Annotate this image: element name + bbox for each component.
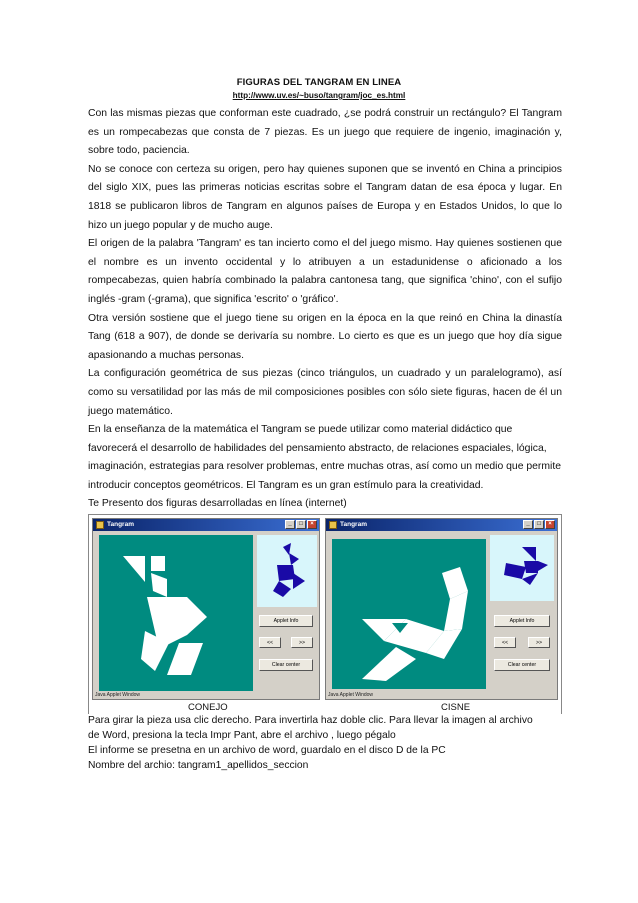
document-title: FIGURAS DEL TANGRAM EN LINEA [236, 77, 402, 88]
preview-piece [283, 543, 291, 555]
instruction-line: Nombre del archio: tangram1_apellidos_seccion [88, 760, 309, 771]
next-button[interactable]: >> [528, 637, 550, 648]
prev-button[interactable]: << [494, 637, 516, 648]
clear-center-button[interactable]: Clear center [259, 659, 313, 671]
applet-info-button[interactable]: Applet Info [259, 615, 313, 627]
minimize-button[interactable]: _ [285, 520, 295, 529]
close-button[interactable]: × [307, 520, 317, 529]
preview-piece [538, 561, 548, 571]
instructions [88, 713, 588, 773]
preview-piece [273, 581, 291, 597]
next-button[interactable]: >> [291, 637, 313, 648]
paragraph: Con las mismas piezas que conforman este cuadrado, ¿se podrá construir un rectángulo? El Tangram es un rompecabezas que consta de 7 piezas. Es un juego que requiere de ingenio, imaginación y, sobre todo, paciencia. [88, 108, 562, 157]
preview-piece [522, 573, 538, 585]
window-title: Tangram [340, 521, 367, 528]
paragraph: La configuración geométrica de sus piezas (cinco triángulos, un cuadrado y un paralelogramo), así como su versatilidad por las más de mil composiciones posibles con sólo siete figuras, hacen de él un juego matemático. [88, 368, 562, 417]
figure-frame-left [88, 514, 89, 714]
paragraph: Te Presento dos figuras desarrolladas en línea (internet) [88, 498, 347, 510]
prev-button[interactable]: << [259, 637, 281, 648]
tangram-piece[interactable] [167, 643, 203, 675]
tangram-piece[interactable] [362, 647, 416, 681]
tangram-piece[interactable] [151, 556, 165, 571]
tangram-piece[interactable] [444, 591, 468, 631]
tangram-piece[interactable] [123, 556, 145, 582]
maximize-button[interactable]: □ [534, 520, 544, 529]
paragraph: Otra versión sostiene que el juego tiene su origen en la época en la que reinó en China la dinastía Tang (618 a 907), de donde se derivaría su nombre. Lo cierto es que es un juego que hoy día sigue apasionando a muchas personas. [88, 312, 562, 361]
instruction-line: Para girar la pieza usa clic derecho. Para invertirla haz doble clic. Para llevar la imagen al archivo [88, 715, 533, 726]
swan-figure [326, 519, 558, 700]
minimize-button[interactable]: _ [523, 520, 533, 529]
preview-piece [524, 561, 538, 573]
preview-piece [289, 553, 299, 565]
paragraph: En la enseñanza de la matemática el Tangram se puede utilizar como material didáctico que favorecerá el desarrollo de habilidades del pensamiento abstracto, de relaciones espaciales, lógica, imaginación, estrategias para resolver problemas, entre muchas otras, así como un medio que permite introducir conceptos geométricos. El Tangram es un gran estímulo para la creatividad. [88, 424, 562, 491]
caption-cisne: CISNE [441, 702, 471, 713]
paragraph: El origen de la palabra 'Tangram' es tan incierto como el del juego mismo. Hay quienes sostienen que el nombre es un invento occidental y lo atribuyen a un estadunidense o aficionado a los rompecabezas, quien habría combinado la palabra cantonesa tang, que significa 'chino', con el sufijo inglés -gram (-grama), que significa 'escrito' o 'gráfico'. [88, 238, 562, 305]
paragraph: No se conoce con certeza su origen, pero hay quienes suponen que se inventó en China a principios del siglo XIX, pues las primeras noticias escritas sobre el Tangram datan de esa época y lugar. En 1818 se publicaron libros de Tangram en algunos países de Europa y en Estados Unidos, lo que lo hizo un juego popular y de mucho auge. [88, 163, 562, 231]
window-title: Tangram [107, 521, 134, 528]
preview-piece [522, 547, 536, 561]
preview-piece [293, 573, 305, 589]
instruction-line: de Word, presiona la tecla Impr Pant, abre el archivo , luego pégalo [88, 730, 396, 741]
source-link[interactable]: http://www.uv.es/~buso/tangram/joc_es.html [232, 91, 406, 100]
tangram-piece[interactable] [151, 573, 167, 597]
rabbit-figure [93, 519, 320, 700]
clear-center-button[interactable]: Clear center [494, 659, 550, 671]
figure-frame-right [561, 514, 562, 714]
instruction-line: El informe se presetna en un archivo de word, guardalo en el disco D de la PC [88, 745, 446, 756]
tangram-window-conejo [92, 518, 320, 700]
maximize-button[interactable]: □ [296, 520, 306, 529]
tangram-piece[interactable] [187, 597, 207, 635]
preview-piece [504, 563, 526, 579]
body-text [88, 105, 562, 514]
status-bar: Java Applet Window [328, 692, 374, 698]
applet-info-button[interactable]: Applet Info [494, 615, 550, 627]
preview-piece [277, 565, 295, 581]
close-button[interactable]: × [545, 520, 555, 529]
status-bar: Java Applet Window [95, 692, 141, 698]
tangram-window-cisne [325, 518, 558, 700]
figure-frame-top [88, 514, 562, 515]
caption-conejo: CONEJO [188, 702, 228, 713]
